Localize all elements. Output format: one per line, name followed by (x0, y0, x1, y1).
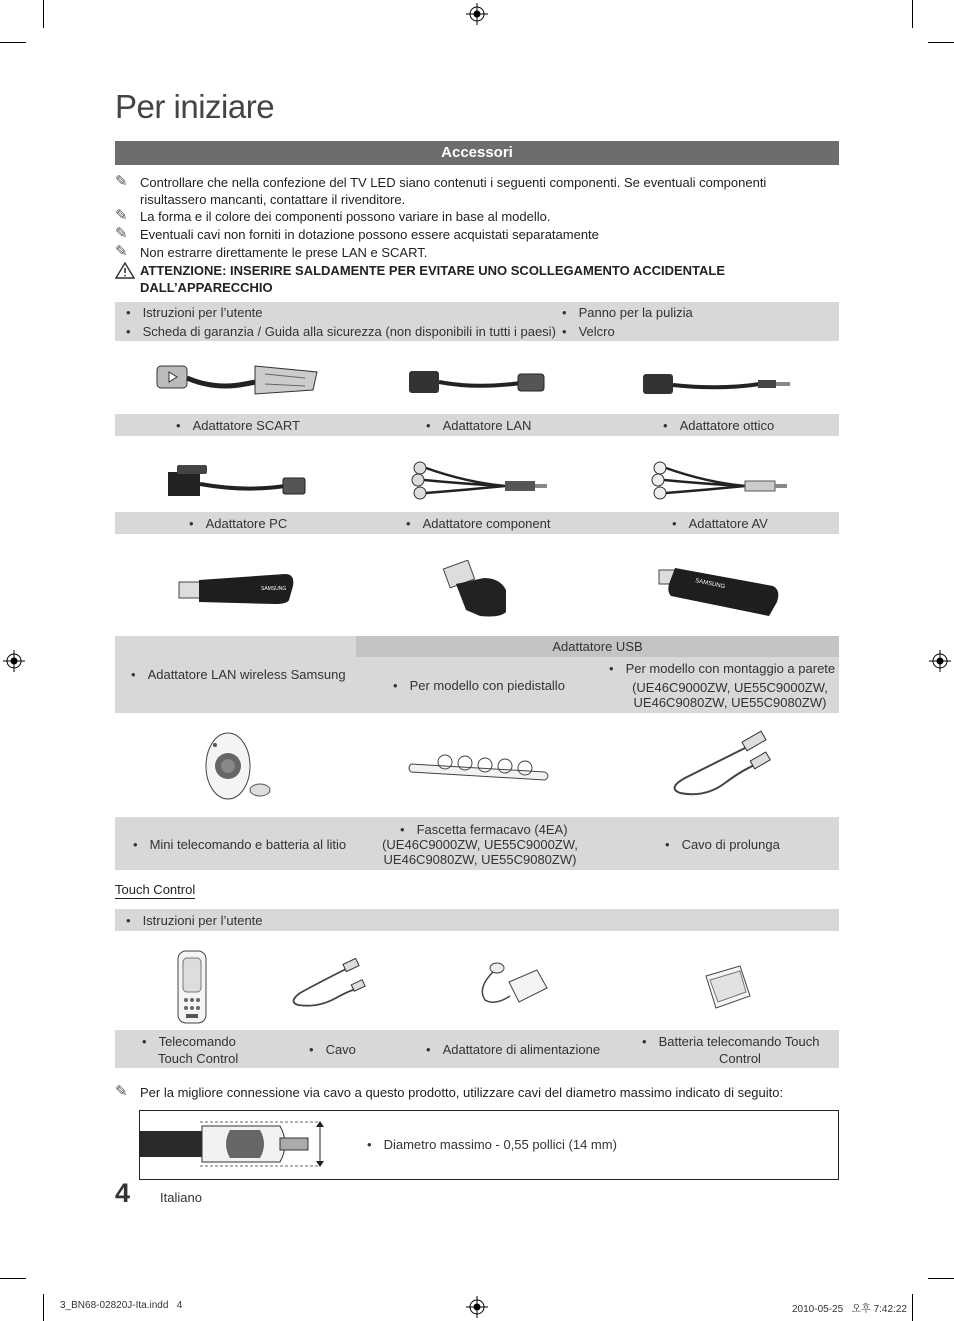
list-item: • Mini telecomando e batteria al litio (133, 837, 346, 852)
note-shape: ✎ La forma e il colore dei componenti possono variare in base al modello. (115, 207, 551, 224)
list-item-continued: Touch Control (158, 1051, 239, 1066)
touch-remote-image (172, 948, 212, 1026)
cable-holder-image (405, 750, 555, 790)
list-item: • Batteria telecomando Touch (642, 1034, 819, 1049)
note-pencil-icon: ✎ (115, 243, 128, 260)
page-number: 4 (115, 1178, 131, 1208)
warning-triangle-icon (115, 262, 140, 296)
crop-mark (912, 0, 913, 28)
list-item-continued: Control (719, 1051, 761, 1066)
touch-battery-image (700, 962, 755, 1012)
av-adapter-image (645, 460, 790, 502)
model-list: UE46C9080ZW, UE55C9080ZW) (383, 852, 577, 867)
cable-diameter-image (140, 1118, 330, 1170)
list-item: • Cavo di prolunga (665, 837, 780, 852)
usb-adapter-stand-image (440, 560, 515, 620)
component-adapter-image (405, 460, 550, 502)
list-item: • Adattatore AV (672, 516, 768, 531)
registration-mark-icon (466, 1296, 488, 1318)
list-item: • Fascetta fermacavo (4EA) (400, 822, 568, 837)
svg-text:SAMSUNG: SAMSUNG (694, 578, 726, 591)
list-item: • Per modello con piedistallo (393, 678, 565, 693)
model-list: (UE46C9000ZW, UE55C9000ZW, (632, 680, 828, 695)
list-item: • Cavo (309, 1042, 356, 1057)
registration-mark-icon (466, 3, 488, 25)
list-item: • Adattatore di alimentazione (426, 1042, 600, 1057)
footer-file: 3_BN68-02820J-Ita.indd 4 (60, 1300, 183, 1311)
svg-text:SAMSUNG: SAMSUNG (261, 586, 287, 592)
footer-date: 2010-05-25 오후 7:42:22 (792, 1304, 907, 1315)
optical-adapter-image (640, 370, 795, 400)
usb-header: Adattatore USB (552, 639, 643, 654)
registration-mark-icon (929, 650, 951, 672)
list-item: • Panno per la pulizia (562, 305, 693, 320)
crop-mark (0, 1278, 26, 1279)
model-list: UE46C9080ZW, UE55C9080ZW) (633, 695, 827, 710)
power-adapter-image (475, 958, 550, 1010)
list-item: • Adattatore SCART (176, 418, 300, 433)
note-cables: ✎ Eventuali cavi non forniti in dotazione possono essere acquistati separatamente (115, 225, 599, 242)
list-item: • Istruzioni per l’utente (126, 305, 263, 320)
list-item: • Istruzioni per l’utente (126, 913, 263, 928)
list-item: • Adattatore LAN wireless Samsung (131, 667, 346, 682)
list-item: • Adattatore PC (189, 516, 287, 531)
registration-mark-icon (3, 650, 25, 672)
note-pencil-icon: ✎ (115, 173, 128, 190)
list-item: • Scheda di garanzia / Guida alla sicurezza (non disponibili in tutti i paesi) (126, 324, 556, 339)
note-contents: ✎ Controllare che nella confezione del TV LED siano contenuti i seguenti componenti. Se eventuali componenti risultassero mancanti, contattare il rivenditore. (115, 173, 767, 207)
list-item: • Adattatore LAN (426, 418, 531, 433)
cable-diameter-note: ✎ Per la migliore connessione via cavo a questo prodotto, utilizzare cavi del diametro massimo indicato di seguito: (115, 1083, 784, 1100)
note-pencil-icon: ✎ (115, 225, 128, 242)
note-plugs: ✎ Non estrarre direttamente le prese LAN e SCART. (115, 243, 428, 260)
list-item: • Adattatore component (406, 516, 550, 531)
crop-mark (43, 0, 44, 28)
touch-control-heading: Touch Control (115, 882, 196, 897)
note-pencil-icon: ✎ (115, 1083, 128, 1100)
list-item: • Diametro massimo - 0,55 pollici (14 mm) (367, 1137, 617, 1152)
warning-note: ATTENZIONE: INSERIRE SALDAMENTE PER EVITARE UNO SCOLLEGAMENTO ACCIDENTALE DALL’APPARECCHIO (115, 262, 755, 296)
language-label: Italiano (160, 1190, 202, 1205)
model-list: (UE46C9000ZW, UE55C9000ZW, (382, 837, 578, 852)
pc-adapter-image (165, 460, 310, 502)
list-item: • Adattatore ottico (663, 418, 774, 433)
touch-cable-image (288, 958, 368, 1010)
list-item: • Telecomando (142, 1034, 236, 1049)
crop-mark (928, 1278, 954, 1279)
list-item: • Velcro (562, 324, 615, 339)
usb-adapter-wall-image (655, 562, 785, 622)
note-pencil-icon: ✎ (115, 207, 128, 224)
mini-remote-image (200, 730, 275, 805)
page-title: Per iniziare (115, 88, 275, 125)
crop-mark (43, 1294, 44, 1321)
crop-mark (928, 42, 954, 43)
extension-cable-image (665, 728, 775, 800)
section-banner: Accessori (115, 141, 839, 165)
wireless-lan-adapter-image (175, 570, 300, 610)
scart-adapter-image (155, 360, 320, 400)
list-item: • Per modello con montaggio a parete (609, 661, 835, 676)
lan-adapter-image (406, 365, 551, 400)
crop-mark (0, 42, 26, 43)
crop-mark (912, 1294, 913, 1321)
